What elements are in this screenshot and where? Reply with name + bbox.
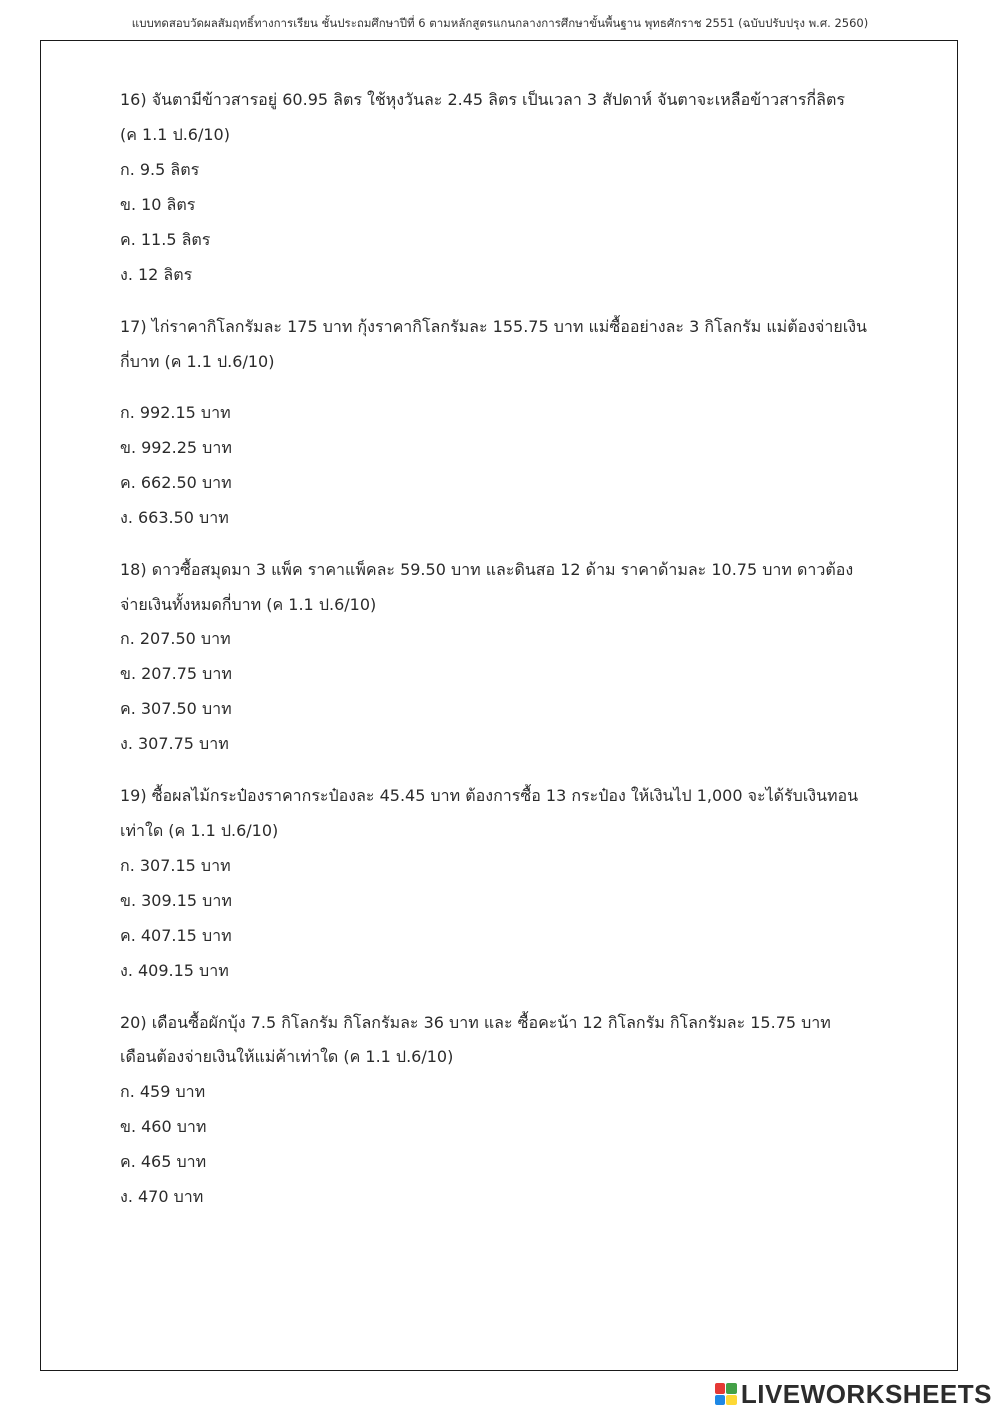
liveworksheets-brand[interactable] — [715, 1380, 992, 1408]
choice-a[interactable]: ก. 459 บาท — [120, 1082, 206, 1101]
question-text: 19) ซื้อผลไม้กระป๋องราคากระป๋องละ 45.45 บาท ต้องการซื้อ 13 กระป๋อง ให้เงินไป 1,000 จะได้รับเงินทอน — [120, 786, 859, 805]
logo-tile — [715, 1395, 726, 1406]
question-standard: เท่าใด (ค 1.1 ป.6/10) — [120, 821, 279, 840]
choice-b[interactable]: ข. 207.75 บาท — [120, 664, 232, 683]
logo-tile — [715, 1383, 726, 1394]
choice-b[interactable]: ข. 460 บาท — [120, 1117, 207, 1136]
question-standard: กี่บาท (ค 1.1 ป.6/10) — [120, 352, 275, 371]
page-header: แบบทดสอบวัดผลสัมฤทธิ์ทางการเรียน ชั้นประถมศึกษาปีที่ 6 ตามหลักสูตรแกนกลางการศึกษาขั้นพื้นฐาน พุทธศักราช 2551 (ฉบับปรับปรุง พ.ศ. 2560) — [131, 16, 869, 30]
question-text: 20) เดือนซื้อผักบุ้ง 7.5 กิโลกรัม กิโลกรัมละ 36 บาท และ ซื้อคะน้า 12 กิโลกรัม กิโลกรัมละ 15.75 บาท — [120, 1013, 831, 1032]
logo-tile — [726, 1395, 737, 1406]
question-standard: จ่ายเงินทั้งหมดกี่บาท (ค 1.1 ป.6/10) — [120, 595, 377, 614]
choice-c[interactable]: ค. 465 บาท — [120, 1152, 207, 1171]
choice-d[interactable]: ง. 12 ลิตร — [120, 265, 193, 284]
question-text: 17) ไก่ราคากิโลกรัมละ 175 บาท กุ้งราคากิโลกรัมละ 155.75 บาท แม่ซื้ออย่างละ 3 กิโลกรัม แม่ต้องจ่ายเงิน — [120, 317, 867, 336]
question-standard: (ค 1.1 ป.6/10) — [120, 125, 230, 144]
question-text: 18) ดาวซื้อสมุดมา 3 แพ็ค ราคาแพ็คละ 59.50 บาท และดินสอ 12 ด้าม ราคาด้ามละ 10.75 บาท ดาวต้อง — [120, 560, 854, 579]
choice-d[interactable]: ง. 409.15 บาท — [120, 961, 229, 980]
choice-b[interactable]: ข. 309.15 บาท — [120, 891, 232, 910]
choice-c[interactable]: ค. 662.50 บาท — [120, 473, 232, 492]
choice-c[interactable]: ค. 11.5 ลิตร — [120, 230, 211, 249]
question-standard: เดือนต้องจ่ายเงินให้แม่ค้าเท่าใด (ค 1.1 ป.6/10) — [120, 1047, 454, 1066]
question-text: 16) จันตามีข้าวสารอยู่ 60.95 ลิตร ใช้หุงวันละ 2.45 ลิตร เป็นเวลา 3 สัปดาห์ จันตาจะเหลือข้าวสารกี่ลิตร — [120, 90, 845, 109]
choice-a[interactable]: ก. 9.5 ลิตร — [120, 160, 200, 179]
choice-d[interactable]: ง. 663.50 บาท — [120, 508, 229, 527]
choice-d[interactable]: ง. 470 บาท — [120, 1187, 204, 1206]
choice-a[interactable]: ก. 307.15 บาท — [120, 856, 231, 875]
choice-c[interactable]: ค. 307.50 บาท — [120, 699, 232, 718]
choice-b[interactable]: ข. 10 ลิตร — [120, 195, 196, 214]
brand-name: LIVEWORKSHEETS — [740, 1379, 992, 1409]
choice-c[interactable]: ค. 407.15 บาท — [120, 926, 232, 945]
choice-a[interactable]: ก. 207.50 บาท — [120, 629, 231, 648]
choice-a[interactable]: ก. 992.15 บาท — [120, 403, 231, 422]
liveworksheets-logo-icon — [715, 1383, 737, 1405]
choice-d[interactable]: ง. 307.75 บาท — [120, 734, 229, 753]
logo-tile — [726, 1383, 737, 1394]
choice-b[interactable]: ข. 992.25 บาท — [120, 438, 232, 457]
